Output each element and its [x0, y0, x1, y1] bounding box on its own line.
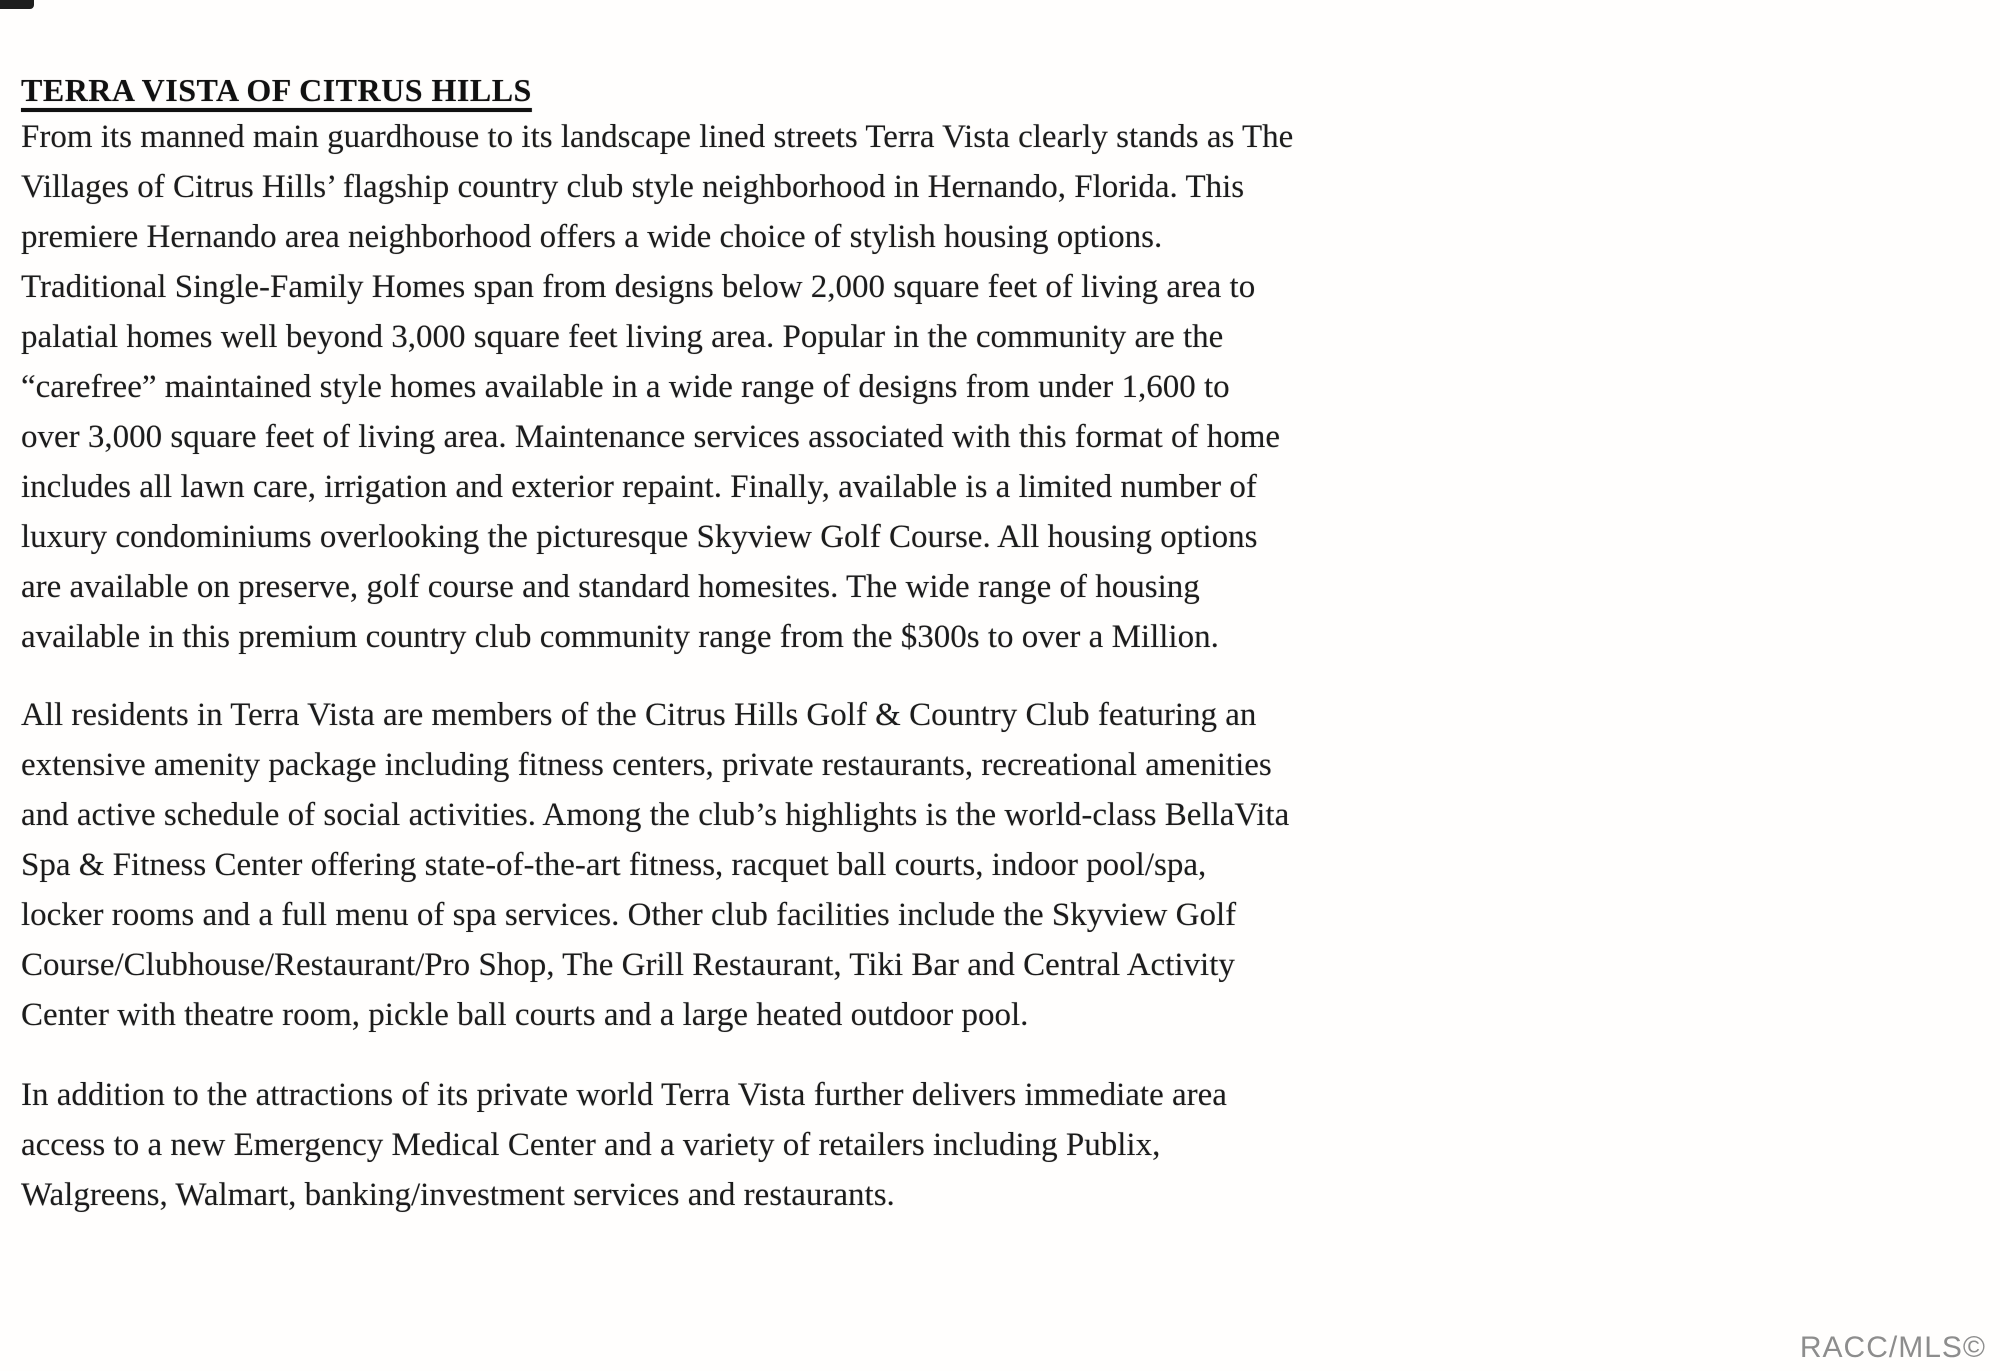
text-line: Traditional Single-Family Homes span from designs below 2,000 square feet of living area to: [21, 269, 1256, 305]
text-line: Spa & Fitness Center offering state-of-the-art fitness, racquet ball courts, indoor pool/spa,: [21, 847, 1207, 883]
text-line: are available on preserve, golf course and standard homesites. The wide range of housing: [21, 569, 1200, 605]
scan-corner-artifact: [0, 0, 34, 9]
text-line: premiere Hernando area neighborhood offers a wide choice of stylish housing options.: [21, 219, 1163, 255]
text-line: access to a new Emergency Medical Center and a variety of retailers including Publix,: [21, 1127, 1161, 1163]
text-line: Course/Clubhouse/Restaurant/Pro Shop, The Grill Restaurant, Tiki Bar and Central Activity: [21, 947, 1235, 983]
paragraph-housing-overview: [21, 112, 1293, 662]
document-title: TERRA VISTA OF CITRUS HILLS: [21, 72, 532, 109]
text-line: Walgreens, Walmart, banking/investment services and restaurants.: [21, 1177, 895, 1213]
text-line: palatial homes well beyond 3,000 square feet living area. Popular in the community are the: [21, 319, 1224, 355]
text-line: Center with theatre room, pickle ball courts and a large heated outdoor pool.: [21, 997, 1029, 1033]
text-line: includes all lawn care, irrigation and exterior repaint. Finally, available is a limited number of: [21, 469, 1257, 505]
mls-copyright-watermark: RACC/MLS©: [1799, 1331, 1986, 1364]
text-line: All residents in Terra Vista are members of the Citrus Hills Golf & Country Club featuring an: [21, 697, 1257, 733]
text-line: “carefree” maintained style homes available in a wide range of designs from under 1,600 to: [21, 369, 1230, 405]
text-line: extensive amenity package including fitness centers, private restaurants, recreational amenities: [21, 747, 1272, 783]
text-line: Villages of Citrus Hills’ flagship country club style neighborhood in Hernando, Florida. This: [21, 169, 1245, 205]
text-line: and active schedule of social activities. Among the club’s highlights is the world-class BellaVita: [21, 797, 1290, 833]
paragraph-club-amenities: [21, 690, 1289, 1040]
text-line: locker rooms and a full menu of spa services. Other club facilities include the Skyview Golf: [21, 897, 1237, 933]
text-line: luxury condominiums overlooking the picturesque Skyview Golf Course. All housing options: [21, 519, 1258, 555]
paragraph-area-access: [21, 1070, 1227, 1220]
text-line: available in this premium country club community range from the $300s to over a Million.: [21, 619, 1219, 655]
text-line: In addition to the attractions of its private world Terra Vista further delivers immediate area: [21, 1077, 1227, 1113]
text-line: over 3,000 square feet of living area. Maintenance services associated with this format of home: [21, 419, 1281, 455]
text-line: From its manned main guardhouse to its landscape lined streets Terra Vista clearly stands as The: [21, 119, 1294, 155]
